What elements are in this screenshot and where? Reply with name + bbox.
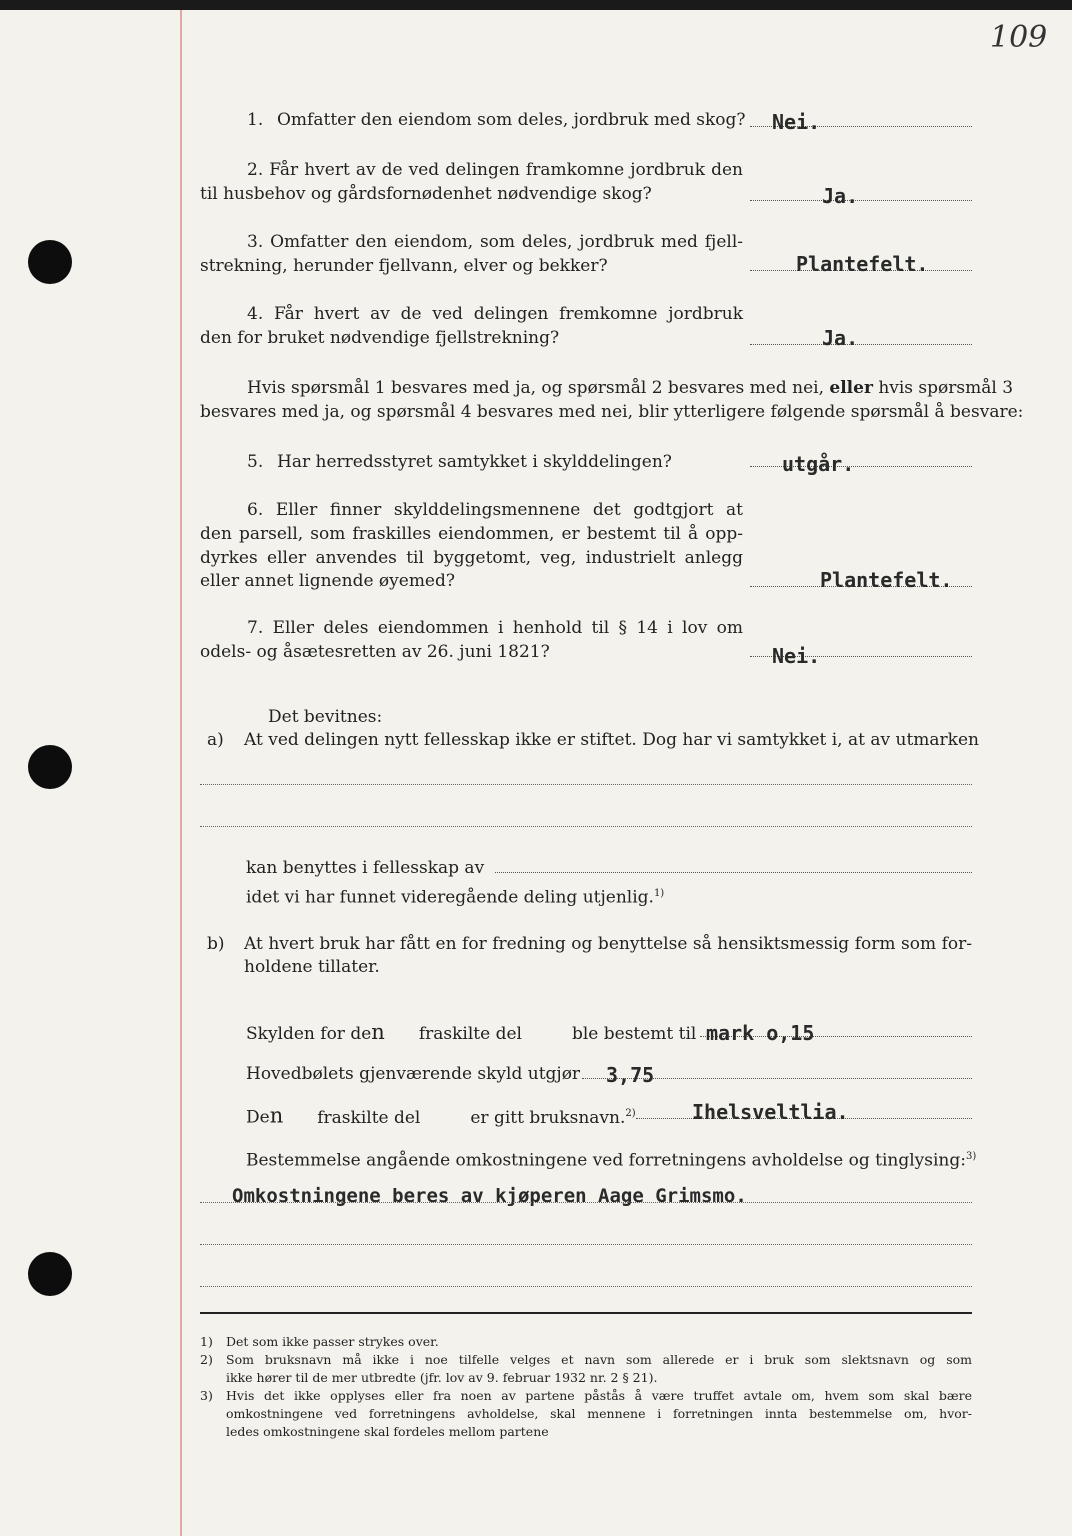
scan-top-edge [0,0,1072,10]
question-7-line2: odels- og åsætesretten av 26. juni 1821? [200,642,550,662]
question-2-line1 [247,158,743,182]
question-6-line1 [247,498,743,522]
footnote-2-line1: Som bruksnavn må ikke i noe tilfelle velges et navn som allerede er i bruk som slektsnavn og som [226,1352,972,1367]
question-1-text: Omfatter den eiendom som deles, jordbruk med skog? [277,110,746,130]
question-6-line3: dyrkes eller anvendes til byggetomt, veg, industrielt anlegg [200,548,743,568]
answer-line [750,344,972,345]
question-3-line2: strekning, herunder fjellvann, elver og bekker? [200,256,608,276]
question-2-line2: til husbehov og gårdsfornødenhet nødvendige skog? [200,184,652,204]
hoved-label: Hovedbølets gjenværende skyld utgjør [246,1064,581,1084]
conditional-line2: besvares med ja, og spørsmål 4 besvares med nei, blir ytterligere følgende spørsmål å besvare: [200,402,1024,422]
blank-line [200,1244,972,1245]
question-7-text: Eller deles eiendommen i henhold til § 14 i lov om [272,618,744,638]
question-5-answer: utgår. [782,452,855,476]
answer-line [750,200,972,201]
item-a-label: a) [207,730,224,750]
question-5-number: 5. [247,452,264,472]
question-3-number: 3. [247,232,264,252]
footnote-1-text: Det som ikke passer strykes over. [226,1334,439,1349]
blank-line [200,784,972,785]
question-2-text: Får hvert av de ved delingen framkomne jordbruk den [269,160,743,180]
question-6-answer: Plantefelt. [820,568,953,592]
question-7-line1 [247,616,743,640]
question-4-answer: Ja. [822,326,859,350]
question-3-line1 [247,230,743,254]
footnote-3-line3: ledes omkostningene skal fordeles mellom partene [226,1424,549,1439]
hoved-value: 3,75 [606,1063,655,1087]
blank-line [200,1202,972,1203]
attest-heading: Det bevitnes: [268,707,383,727]
blank-line [200,1286,972,1287]
bruksnavn-value: Ihelsveltlia. [692,1100,849,1124]
cost-value: Omkostningene beres av kjøperen Aage Grimsmo. [232,1185,747,1207]
bruksnavn-label: Den fraskilte del er gitt bruksnavn.$^{2)}$ [246,1103,636,1128]
punch-hole [28,240,72,284]
footnote-2-line2: ikke hører til de mer utbredte (jfr. lov av 9. februar 1932 nr. 2 § 21). [226,1370,658,1385]
skyld-label: Skylden for den fraskilte del ble bestemt til [246,1020,697,1044]
item-a-text: At ved delingen nytt fellesskap ikke er stiftet. Dog har vi samtykket i, at av utmarken [244,730,979,750]
question-6-line2: den parsell, som fraskilles eiendommen, er bestemt til å opp- [200,524,743,544]
footnote-3-mark: 3) [200,1388,213,1403]
footnote-2-mark: 2) [200,1352,213,1367]
item-b-label: b) [207,934,225,954]
punch-hole [28,1252,72,1296]
footnote-rule [200,1312,972,1314]
question-6-number: 6. [247,500,264,520]
question-2-number: 2. [247,160,264,180]
question-6-line4: eller annet lignende øyemed? [200,571,455,591]
shared-use-label: kan benyttes i fellesskap av [246,858,485,878]
item-b-line1: At hvert bruk har fått en for fredning og benyttelse så hensiktsmessig form som for- [244,934,972,954]
footnote-3-line1: Hvis det ikke opplyses eller fra noen av partene påstås å være truffet avtale om, hvem som skal bære [226,1388,972,1403]
question-4-line1 [247,302,743,326]
item-b-line2: holdene tillater. [244,957,380,977]
question-4-line2: den for bruket nødvendige fjellstrekning? [200,328,560,348]
question-6-text: Eller finner skylddelingsmennene det godtgjort at [275,500,744,520]
further-division-text: idet vi har funnet videregående deling utjenlig.$^{1)}$ [246,887,665,908]
question-3-text: Omfatter den eiendom, som deles, jordbruk med fjell- [270,232,743,252]
cost-label: Bestemmelse angående omkostningene ved forretningens avholdelse og tinglysing:$^{3)}$ [246,1150,977,1171]
question-4-number: 4. [247,304,264,324]
question-4-text: Får hvert av de ved delingen fremkomne jordbruk [274,304,743,324]
question-7-number: 7. [247,618,264,638]
punch-hole [28,745,72,789]
question-5-text: Har herredsstyret samtykket i skylddelingen? [277,452,672,472]
question-2-answer: Ja. [822,184,859,208]
footnote-3-line2: omkostningene ved forretningens avholdelse, skal mennene i forretningen innta bestemmelse om, hvor- [226,1406,972,1421]
footnote-1-mark: 1) [200,1334,213,1349]
conditional-line1: Hvis spørsmål 1 besvares med ja, og spørsmål 2 besvares med nei, eller hvis spørsmål 3 [247,378,1014,398]
conditional-emphasis: eller [829,378,873,398]
page-number: 109 [990,20,1048,55]
question-1-answer: Nei. [772,110,821,134]
skyld-value: mark o,15 [706,1021,815,1045]
question-3-answer: Plantefelt. [796,252,929,276]
question-1-number: 1. [247,110,264,130]
shared-use-line [495,872,972,873]
question-7-answer: Nei. [772,644,821,668]
margin-rule [180,10,182,1536]
blank-line [200,826,972,827]
